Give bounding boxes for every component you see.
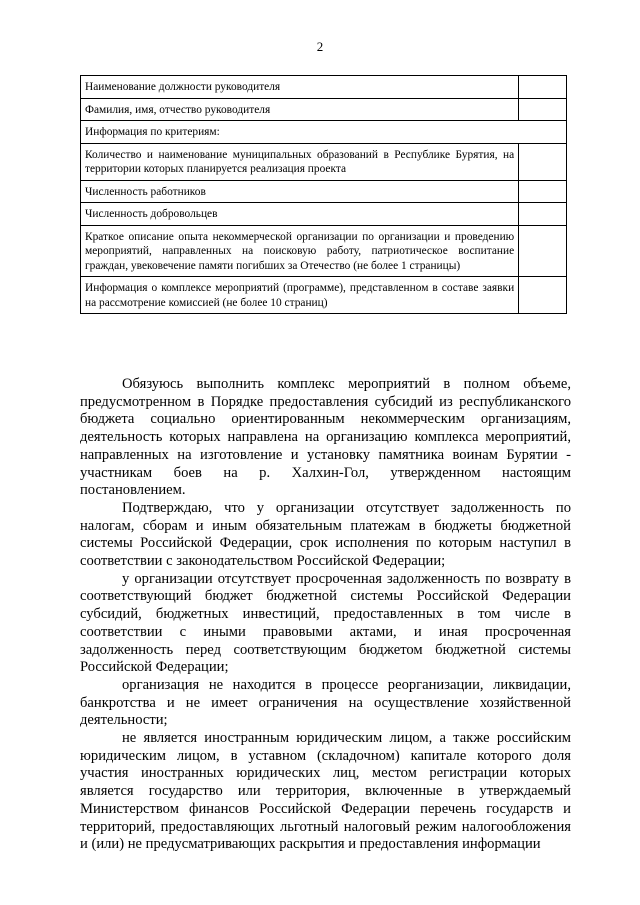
row-label-volunteers: Численность добровольцев <box>81 203 519 226</box>
paragraph-no-reorganization: организация не находится в процессе реорганизации, ликвидации, банкротства и не имеет ограничения на осуществление хозяйственной деятельности; <box>80 676 571 729</box>
row-label-criteria-header: Информация по критериям: <box>81 121 567 144</box>
page-number: 2 <box>316 39 324 54</box>
declaration-text <box>80 376 571 854</box>
row-value-cell <box>519 98 567 121</box>
row-value-cell <box>519 225 567 277</box>
row-label-head-name: Фамилия, имя, отчество руководителя <box>81 98 519 121</box>
row-value-cell <box>519 76 567 99</box>
row-label-municipalities: Количество и наименование муниципальных образований в Республике Бурятия, на территории которых планируется реализация проекта <box>81 143 519 180</box>
table-row <box>81 180 567 203</box>
table-row <box>81 143 567 180</box>
paragraph-not-foreign-entity: не является иностранным юридическим лицом, а также российским юридическим лицом, в уставном (складочном) капитале которого доля участия иностранных юридических лиц, местом регистрации которых является государство или территория, включенные в утверждаемый Министерством финансов Российской Федерации перечень государств и территорий, предоставляющих льготный налоговый режим налогообложения и (или) не предусматривающих раскрытия и предоставления информации <box>80 730 571 853</box>
row-label-employees: Численность работников <box>81 180 519 203</box>
row-label-program-info: Информация о комплексе мероприятий (программе), представленном в составе заявки на рассмотрение комиссией (не более 10 страниц) <box>81 277 519 314</box>
paragraph-no-overdue-debt: у организации отсутствует просроченная задолженность по возврату в соответствующий бюджет бюджетной системы Российской Федерации субсидий, бюджетных инвестиций, предоставленных в том числе в соответствии с иными правовыми актами, и иная просроченная задолженность перед соответствующим бюджетом бюджетной системы Российской Федерации; <box>80 570 571 676</box>
row-value-cell <box>519 203 567 226</box>
row-value-cell <box>519 277 567 314</box>
application-form-table <box>80 75 567 314</box>
table-row <box>81 225 567 277</box>
row-value-cell <box>519 143 567 180</box>
table-row <box>81 76 567 99</box>
row-label-experience: Краткое описание опыта некоммерческой организации по организации и проведению мероприятий, направленных на поисковую работу, патриотическое воспитание граждан, увековечение памяти погибших за Отечество (не более 1 страницы) <box>81 225 519 277</box>
table-row <box>81 277 567 314</box>
table-row <box>81 98 567 121</box>
table-row <box>81 203 567 226</box>
row-label-position: Наименование должности руководителя <box>81 76 519 99</box>
paragraph-commitment: Обязуюсь выполнить комплекс мероприятий в полном объеме, предусмотренном в Порядке предоставления субсидий из республиканского бюджета социально ориентированным некоммерческим организациям, деятельность которых направлена на организацию комплекса мероприятий, направленных на изготовление и установку памятника воинам Бурятии - участникам боев на р. Халхин-Гол, утвержденном настоящим постановлением. <box>80 376 571 499</box>
paragraph-no-tax-debt: Подтверждаю, что у организации отсутствует задолженность по налогам, сборам и иным обязательным платежам в бюджеты бюджетной системы Российской Федерации, срок исполнения по которым наступил в соответствии с законодательством Российской Федерации; <box>80 499 571 570</box>
table-row <box>81 121 567 144</box>
row-value-cell <box>519 180 567 203</box>
